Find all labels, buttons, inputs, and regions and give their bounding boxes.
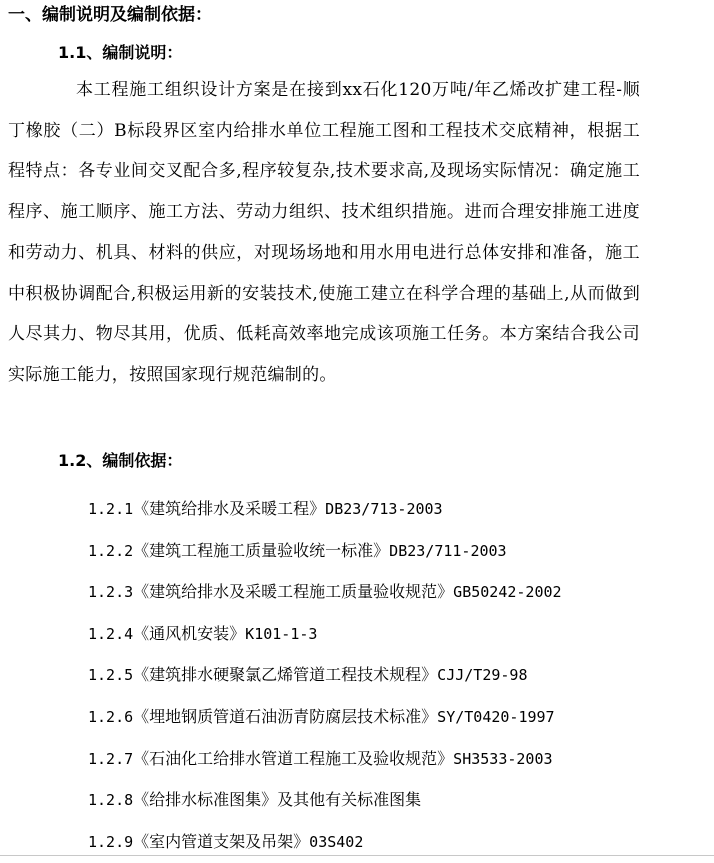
reference-code: SY/T0420-1997: [437, 707, 555, 726]
reference-number: 1.2.7: [88, 749, 134, 768]
reference-code: GB50242-2002: [453, 583, 562, 602]
reference-item: [88, 654, 562, 696]
reference-number: 1.2.3: [88, 583, 134, 602]
reference-title: 《石油化工给排水管道工程施工及验收规范》: [133, 748, 454, 768]
reference-item: [88, 530, 562, 572]
section-heading: 一、编制说明及编制依据：: [8, 5, 212, 25]
reference-code: DB23/711-2003: [389, 541, 507, 560]
reference-title: 《给排水标准图集》: [133, 790, 278, 810]
reference-title: 《通风机安装》: [133, 623, 246, 643]
reference-number: 1.2.2: [88, 541, 134, 560]
reference-code: K101-1-3: [245, 624, 318, 643]
reference-list: [88, 488, 562, 862]
reference-number: 1.2.4: [88, 624, 134, 643]
reference-number: 1.2.6: [88, 707, 134, 726]
subsection-heading-description: 1.1、编制说明：: [58, 43, 183, 62]
reference-number: 1.2.9: [88, 832, 134, 851]
reference-title: 《建筑给排水及采暖工程施工质量验收规范》: [133, 582, 454, 602]
reference-item: [88, 571, 562, 613]
reference-item: [88, 821, 562, 863]
reference-title: 《埋地钢质管道石油沥青防腐层技术标准》: [133, 706, 438, 726]
reference-number: 1.2.1: [88, 500, 134, 518]
reference-code: SH3533-2003: [453, 749, 553, 768]
subsection-heading-basis: 1.2、编制依据：: [58, 451, 183, 470]
reference-item: [88, 696, 562, 738]
description-paragraph: 本工程施工组织设计方案是在接到xx石化120万吨/年乙烯改扩建工程-顺丁橡胶（二）B标段界区室内给排水单位工程施工图和工程技术交底精神，根据工程特点：各专业间交叉配合多,程序较复杂,技术要求高,及现场实际情况：确定施工程序、施工顺序、施工方法、劳动力组织、技术组织措施。进而合理安排施工进度和劳动力、机具、材料的供应，对现场场地和用水用电进行总体安排和准备，施工中积极协调配合,积极运用新的安装技术,使施工建立在科学合理的基础上,从而做到人尽其力、物尽其用，优质、低耗高效率地完成该项施工任务。本方案结合我公司实际施工能力，按照国家现行规范编制的。: [8, 80, 640, 385]
reference-item: [88, 488, 562, 530]
reference-code: 及其他有关标准图集: [277, 790, 422, 810]
reference-code: DB23/713-2003: [325, 500, 443, 518]
reference-number: 1.2.5: [88, 666, 134, 685]
reference-title: 《建筑排水硬聚氯乙烯管道工程技术规程》: [133, 665, 438, 685]
reference-item: [88, 779, 562, 821]
page-bottom-divider: [0, 855, 714, 856]
reference-title: 《室内管道支架及吊架》: [133, 831, 310, 851]
reference-item: [88, 738, 562, 780]
reference-title: 《建筑工程施工质量验收统一标准》: [133, 540, 390, 560]
reference-code: CJJ/T29-98: [437, 666, 528, 685]
reference-item: [88, 613, 562, 655]
reference-code: 03S402: [309, 832, 364, 851]
reference-title: 《建筑给排水及采暖工程》: [133, 499, 326, 518]
reference-number: 1.2.8: [88, 791, 134, 810]
